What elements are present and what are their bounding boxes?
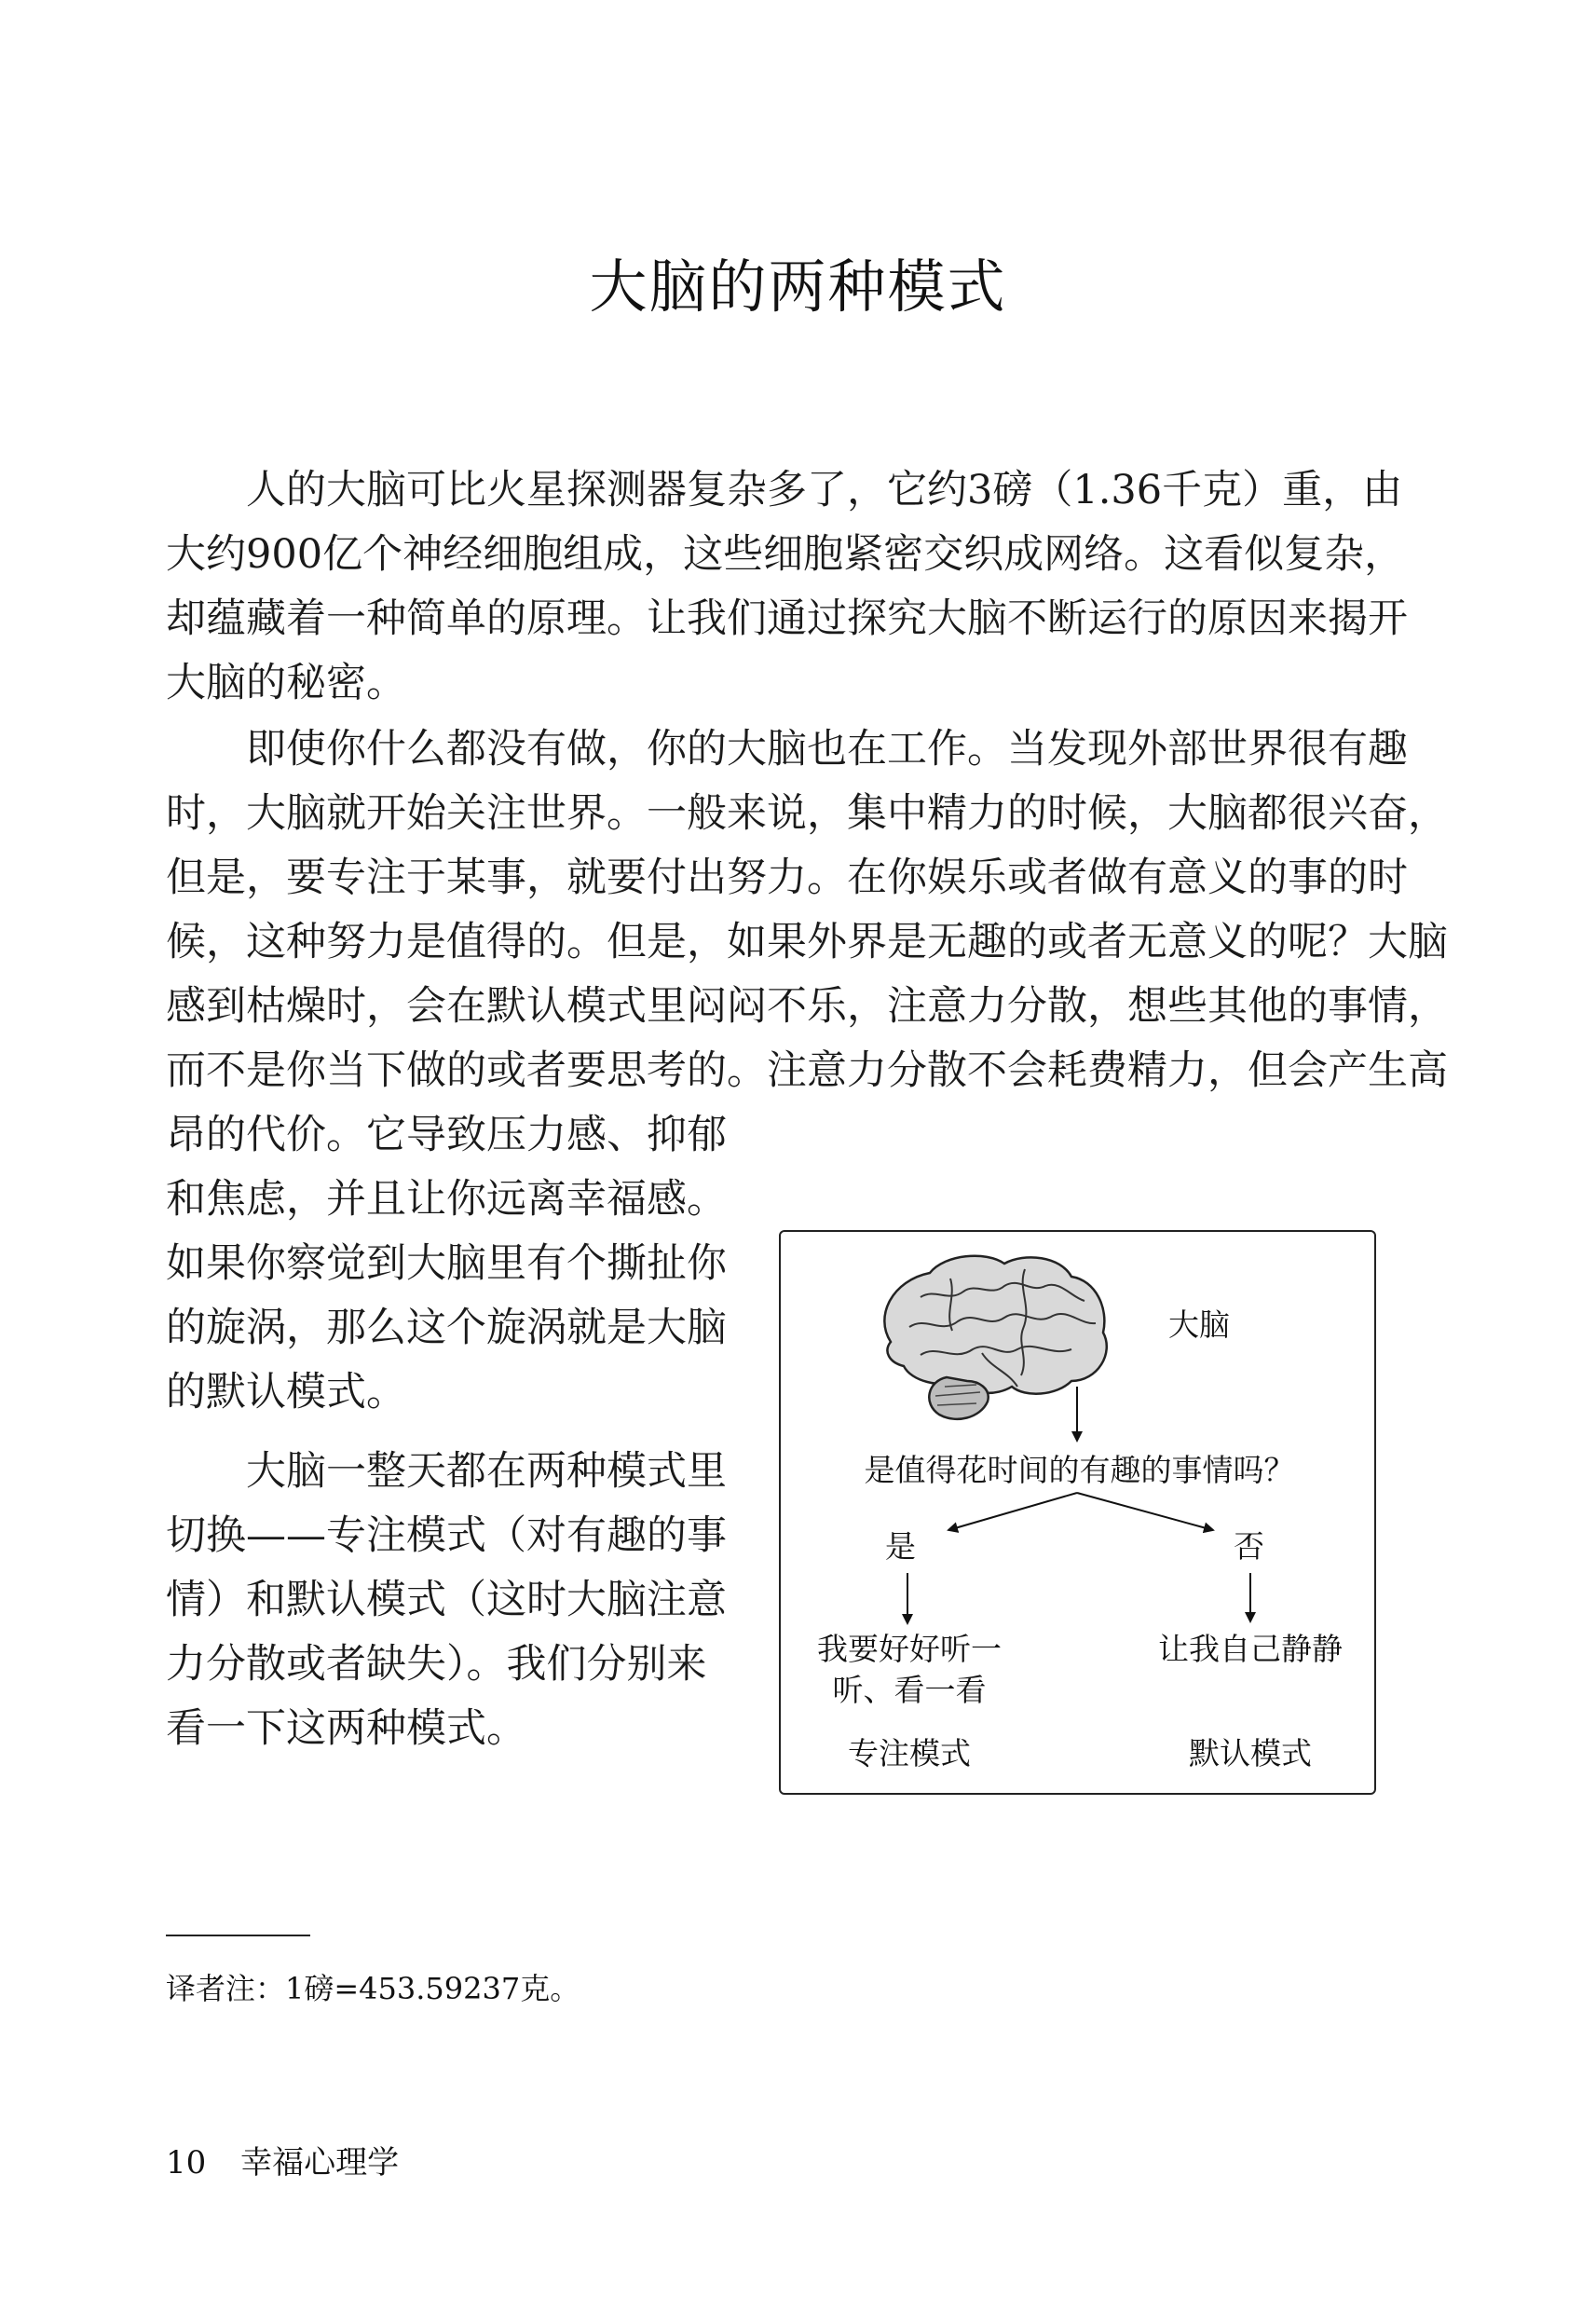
paragraph-2-line-1: 即使你什么都没有做，你的大脑也在工作。当发现外部世界很有趣 <box>246 726 1408 773</box>
page-number: 10 <box>166 2144 207 2181</box>
paragraph-3-line-1: 大脑一整天都在两种模式里 <box>246 1448 727 1495</box>
book-title: 幸福心理学 <box>240 2144 400 2181</box>
arrow-to-no <box>1077 1493 1213 1530</box>
diagram-graphics <box>781 1232 1378 1797</box>
paragraph-2-line-7: 昂的代价。它导致压力感、抑郁 <box>166 1112 727 1158</box>
paragraph-3-line-3: 情）和默认模式（这时大脑注意 <box>166 1577 727 1623</box>
paragraph-3-line-5: 看一下这两种模式。 <box>166 1705 526 1752</box>
no-result-label: 让我自己静静 <box>1158 1631 1343 1667</box>
yes-result-line-2: 听、看一看 <box>832 1672 987 1708</box>
page-footer <box>166 2141 399 2184</box>
paragraph-2-line-8: 和焦虑，并且让你远离幸福感。 <box>166 1176 727 1223</box>
brain-mode-diagram <box>779 1230 1376 1795</box>
question-label: 是值得花时间的有趣的事情吗？ <box>864 1452 1295 1488</box>
default-mode-label: 默认模式 <box>1189 1735 1312 1771</box>
paragraph-2-line-11: 的默认模式。 <box>166 1369 406 1415</box>
arrow-to-yes <box>948 1493 1077 1530</box>
paragraph-2-line-2: 时，大脑就开始关注世界。一般来说，集中精力的时候，大脑都很兴奋， <box>166 790 1448 837</box>
paragraph-1-line-2: 大约900亿个神经细胞组成，这些细胞紧密交织成网络。这看似复杂， <box>166 531 1405 578</box>
paragraph-2-line-9: 如果你察觉到大脑里有个撕扯你 <box>166 1240 727 1287</box>
no-label: 否 <box>1234 1528 1264 1565</box>
page-title: 大脑的两种模式 <box>589 253 1007 321</box>
paragraph-2-line-6: 而不是你当下做的或者要思考的。注意力分散不会耗费精力，但会产生高 <box>166 1047 1448 1094</box>
paragraph-3-line-4: 力分散或者缺失）。我们分别来 <box>166 1641 707 1688</box>
paragraph-2-line-4: 候，这种努力是值得的。但是，如果外界是无趣的或者无意义的呢？大脑 <box>166 919 1448 965</box>
footnote-divider <box>166 1935 310 1936</box>
brain-icon <box>884 1256 1106 1419</box>
paragraph-1-line-3: 却蕴藏着一种简单的原理。让我们通过探究大脑不断运行的原因来揭开 <box>166 595 1408 642</box>
paragraph-2-line-10: 的旋涡，那么这个旋涡就是大脑 <box>166 1305 727 1351</box>
paragraph-3-line-2: 切换——专注模式（对有趣的事 <box>166 1512 727 1559</box>
paragraph-1-line-1: 人的大脑可比火星探测器复杂多了，它约3磅（1.36千克）重，由 <box>246 467 1403 513</box>
paragraph-1-line-4: 大脑的秘密。 <box>166 660 406 706</box>
brain-label: 大脑 <box>1168 1306 1230 1343</box>
paragraph-2-line-3: 但是，要专注于某事，就要付出努力。在你娱乐或者做有意义的事的时 <box>166 855 1408 901</box>
footnote: 译者注：1磅=453.59237克。 <box>166 1971 580 2006</box>
yes-result-line-1: 我要好好听一 <box>817 1631 1002 1667</box>
focus-mode-label: 专注模式 <box>848 1735 971 1771</box>
paragraph-2-line-5: 感到枯燥时，会在默认模式里闷闷不乐，注意力分散，想些其他的事情， <box>166 983 1448 1030</box>
yes-label: 是 <box>885 1528 916 1565</box>
